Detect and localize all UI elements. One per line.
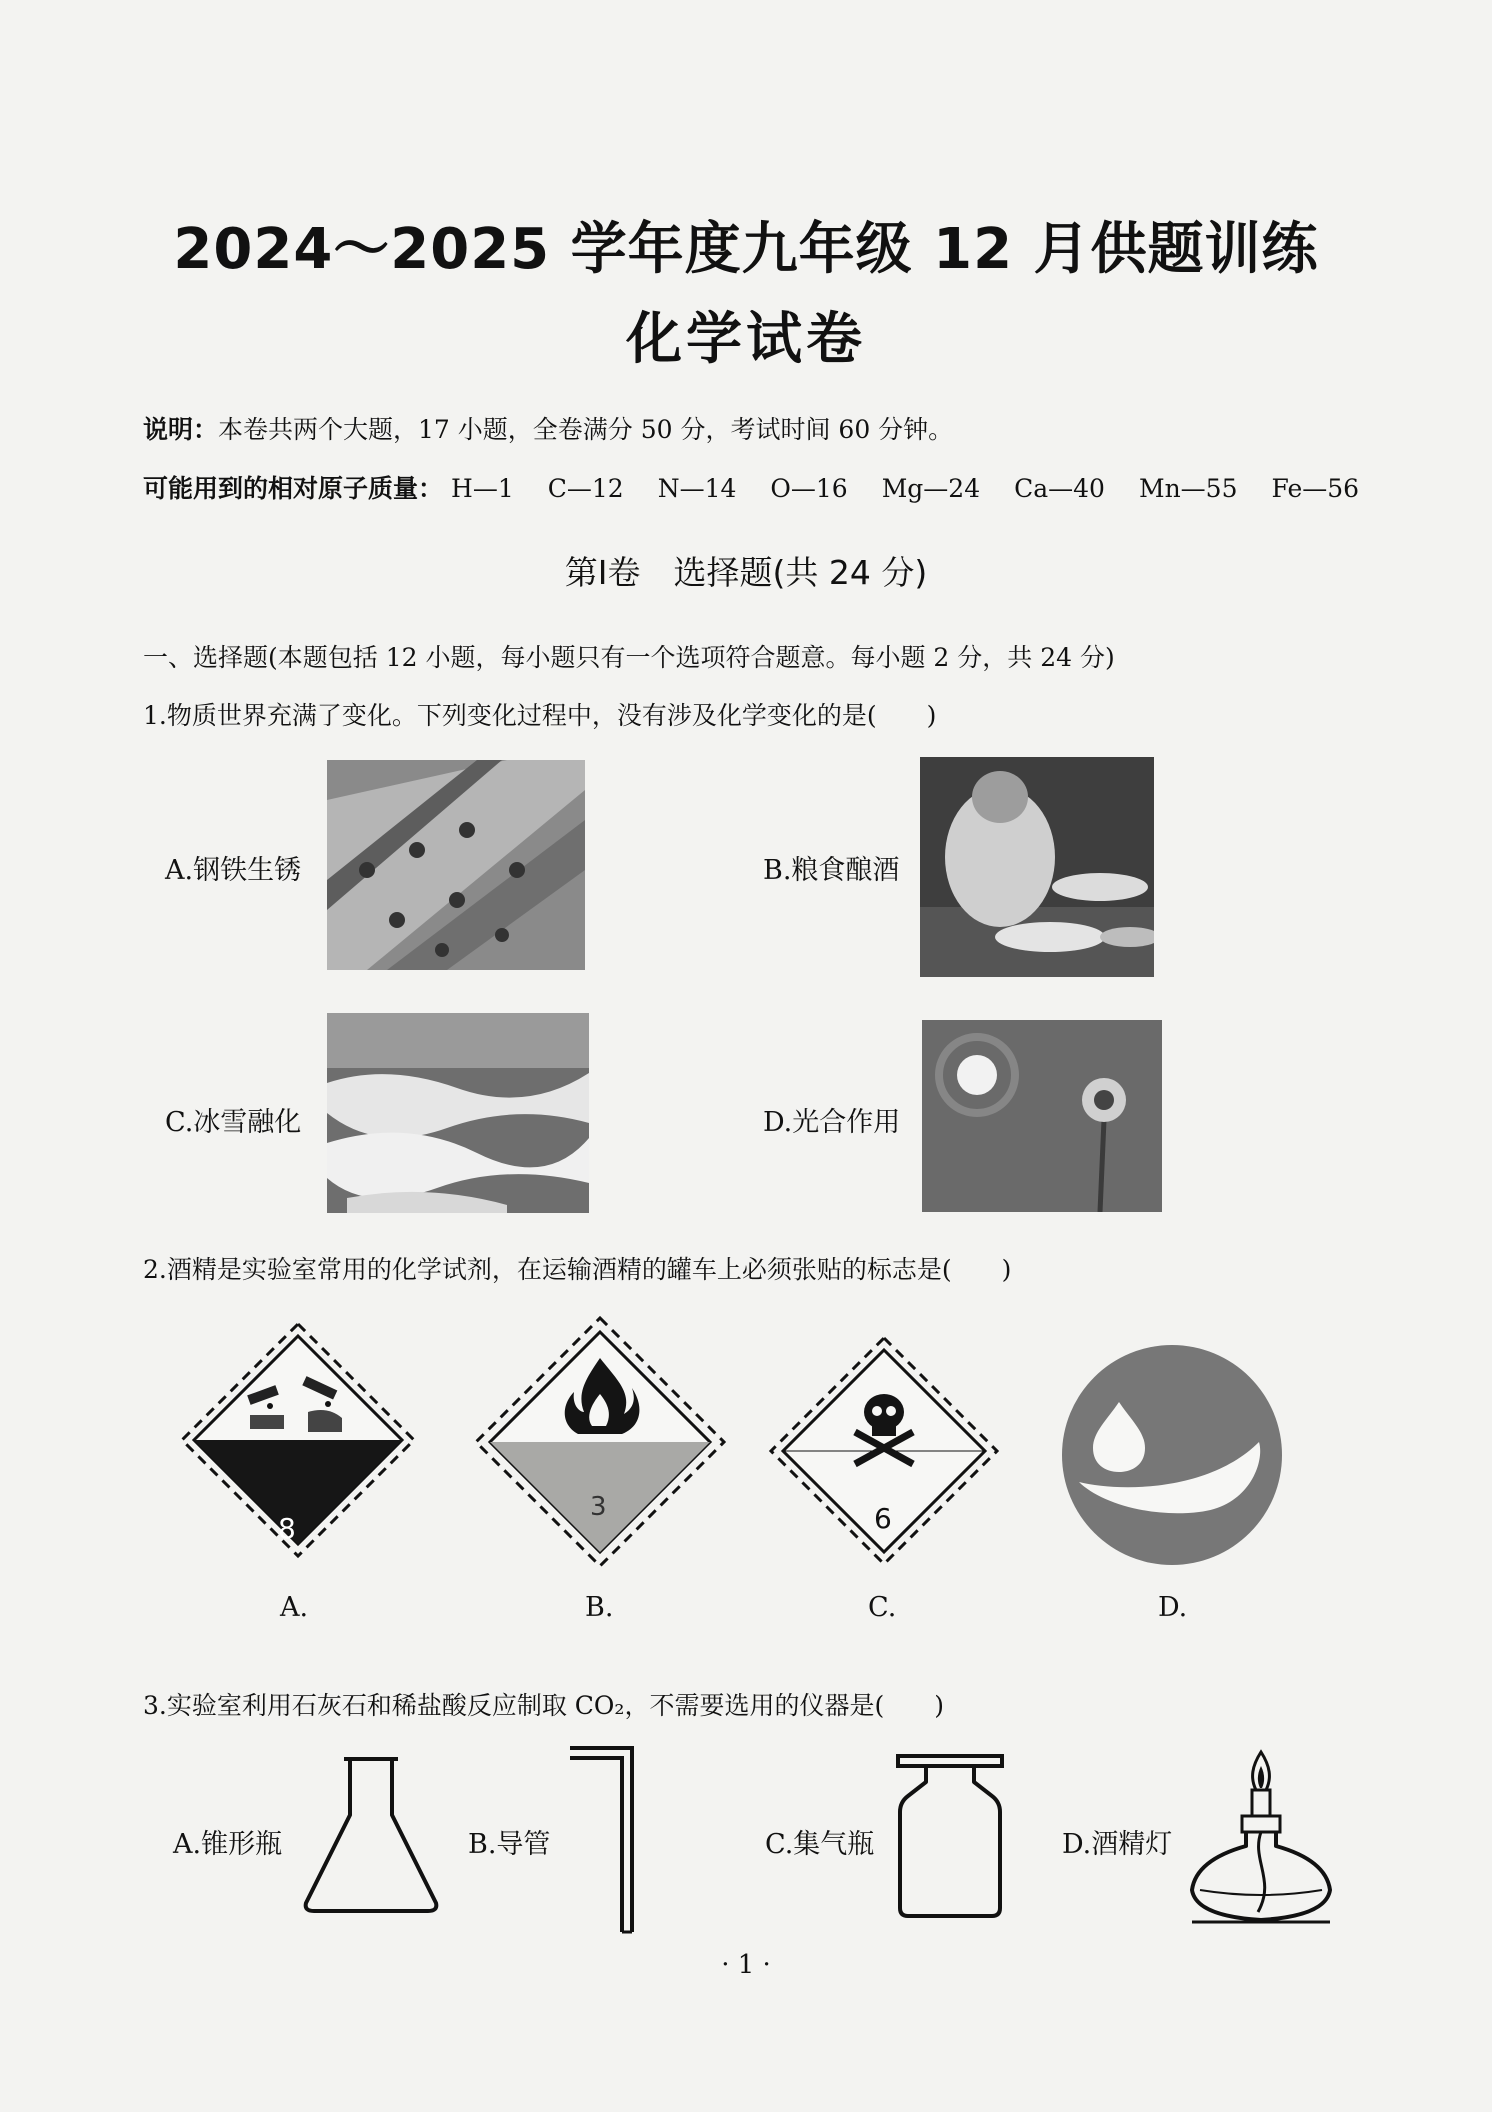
q1-option-c: C.冰雪融化 [165,1107,302,1138]
wine-jars-photo [920,757,1154,977]
page-number: · 1 · [721,1950,771,1980]
q3-option-d: D.酒精灯 [1062,1829,1173,1860]
sign-c-number: 6 [874,1502,892,1535]
q1-option-a: A.钢铁生锈 [165,855,302,886]
exam-note [143,410,953,446]
section-title: 第Ⅰ卷 选择题(共 24 分) [564,553,928,592]
q2-option-c: C. [868,1592,897,1623]
corrosive-hazard-sign [178,1320,418,1560]
q2-option-a: A. [280,1592,309,1623]
mass-c: C—12 [547,474,624,503]
flammable-hazard-sign [472,1314,728,1570]
q2-option-b: B. [585,1592,614,1623]
gas-jar-icon [890,1752,1010,1922]
mass-mn: Mn—55 [1138,474,1238,503]
sign-b-number: 3 [590,1492,607,1522]
water-saving-logo [1059,1342,1285,1568]
q2-option-d: D. [1158,1592,1188,1623]
section-heading: 一、选择题(本题包括 12 小题，每小题只有一个选项符合题意。每小题 2 分，共 24 分) [143,643,1115,672]
question-2-stem: 2.酒精是实验室常用的化学试剂，在运输酒精的罐车上必须张贴的标志是( ) [143,1255,1012,1284]
rusty-steel-photo [327,760,585,970]
q3-option-b: B.导管 [468,1829,551,1860]
alcohol-lamp-icon [1186,1740,1336,1930]
mass-h: H—1 [451,474,514,503]
exam-subtitle: 化学试卷 [626,307,866,372]
mass-ca: Ca—40 [1014,474,1105,503]
delivery-tube-icon [566,1742,646,1938]
sunflower-photo [922,1020,1162,1212]
question-3-stem: 3.实验室利用石灰石和稀盐酸反应制取 CO₂，不需要选用的仪器是( ) [143,1691,944,1720]
mass-fe: Fe—56 [1271,474,1360,503]
melting-snow-photo [327,1013,589,1213]
q3-option-a: A.锥形瓶 [173,1829,283,1860]
atomic-masses [143,469,1393,505]
note-text: 本卷共两个大题，17 小题，全卷满分 50 分，考试时间 60 分钟。 [218,415,954,444]
mass-n: N—14 [657,474,737,503]
masses-label: 可能用到的相对原子质量： [143,474,444,503]
erlenmeyer-flask-icon [300,1755,442,1917]
exam-title: 2024～2025 学年度九年级 12 月供题训练 [173,217,1319,282]
question-1-stem: 1.物质世界充满了变化。下列变化过程中，没有涉及化学变化的是( ) [143,701,937,730]
mass-mg: Mg—24 [881,474,981,503]
q1-option-b: B.粮食酿酒 [763,855,900,886]
sign-a-number: 8 [278,1512,296,1545]
q1-option-d: D.光合作用 [763,1107,901,1138]
q3-option-c: C.集气瓶 [765,1829,875,1860]
mass-o: O—16 [770,474,848,503]
note-label: 说明： [143,415,219,444]
